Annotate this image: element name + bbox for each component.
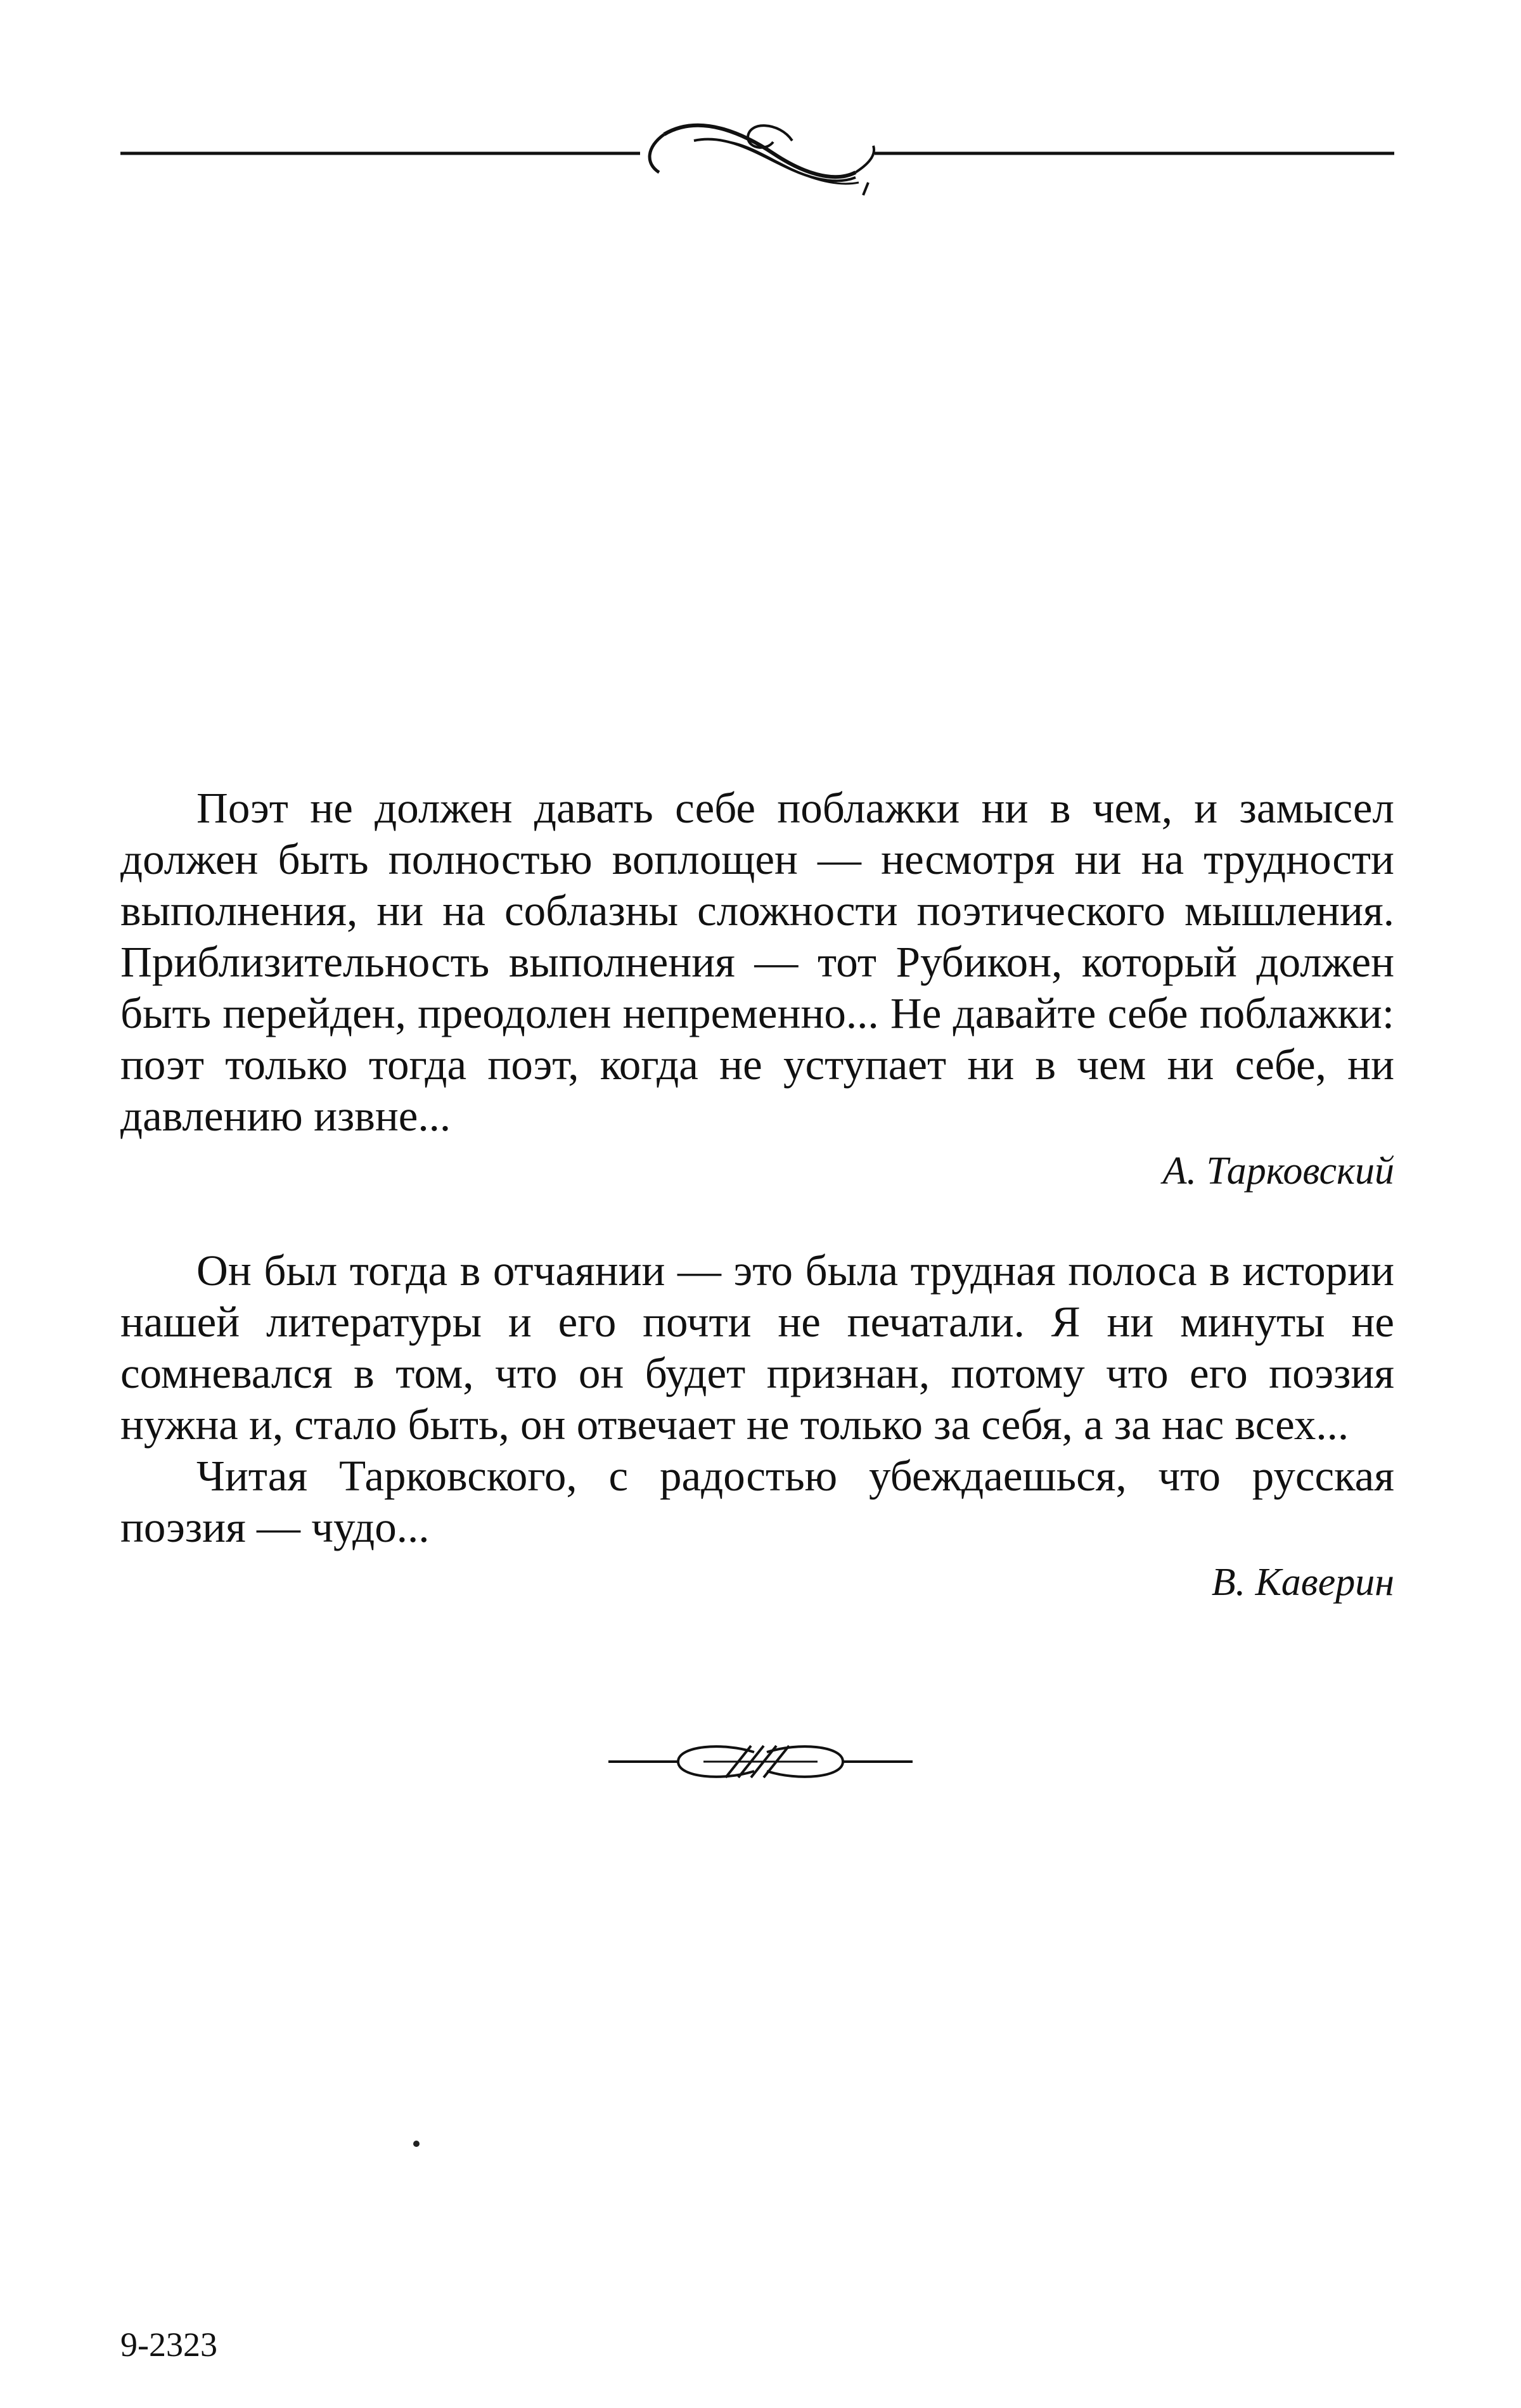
quote-attribution: А. Тарковский xyxy=(1162,1150,1394,1193)
flourish-divider-icon xyxy=(120,114,1394,209)
quote-paragraph: Он был тогда в отчаянии — это была трудная полоса в истории нашей литературы и его почти не печатали. Я ни минуты не сомневался в том, что он будет признан, потому что его поэзия нужна и, стало быть, он отвечает не только за себя, а за нас всех... xyxy=(120,1246,1394,1449)
quote-tarkovsky xyxy=(120,783,1394,1198)
quote-paragraph: Поэт не должен давать себе поблажки ни в чем, и замысел должен быть полностью воплощен — несмотря ни на трудности выполнения, ни на соблазны сложности поэтического мышления. Приблизительность выполнения — тот Рубикон, который должен быть перейден, преодолен непременно... Не давайте себе поблажки: поэт только тогда поэт, когда не уступает ни в чем ни себе, ни давлению извне... xyxy=(120,784,1394,1140)
quote-paragraph: Читая Тарковского, с радостью убеждаешься, что русская поэзия — чудо... xyxy=(120,1452,1394,1551)
quote-attribution: В. Каверин xyxy=(1211,1561,1394,1604)
quote-kaverin xyxy=(120,1245,1394,1609)
print-dot xyxy=(413,2141,420,2147)
page-signature: 9-2323 xyxy=(120,2326,217,2364)
knot-ornament-icon xyxy=(608,1733,913,1790)
